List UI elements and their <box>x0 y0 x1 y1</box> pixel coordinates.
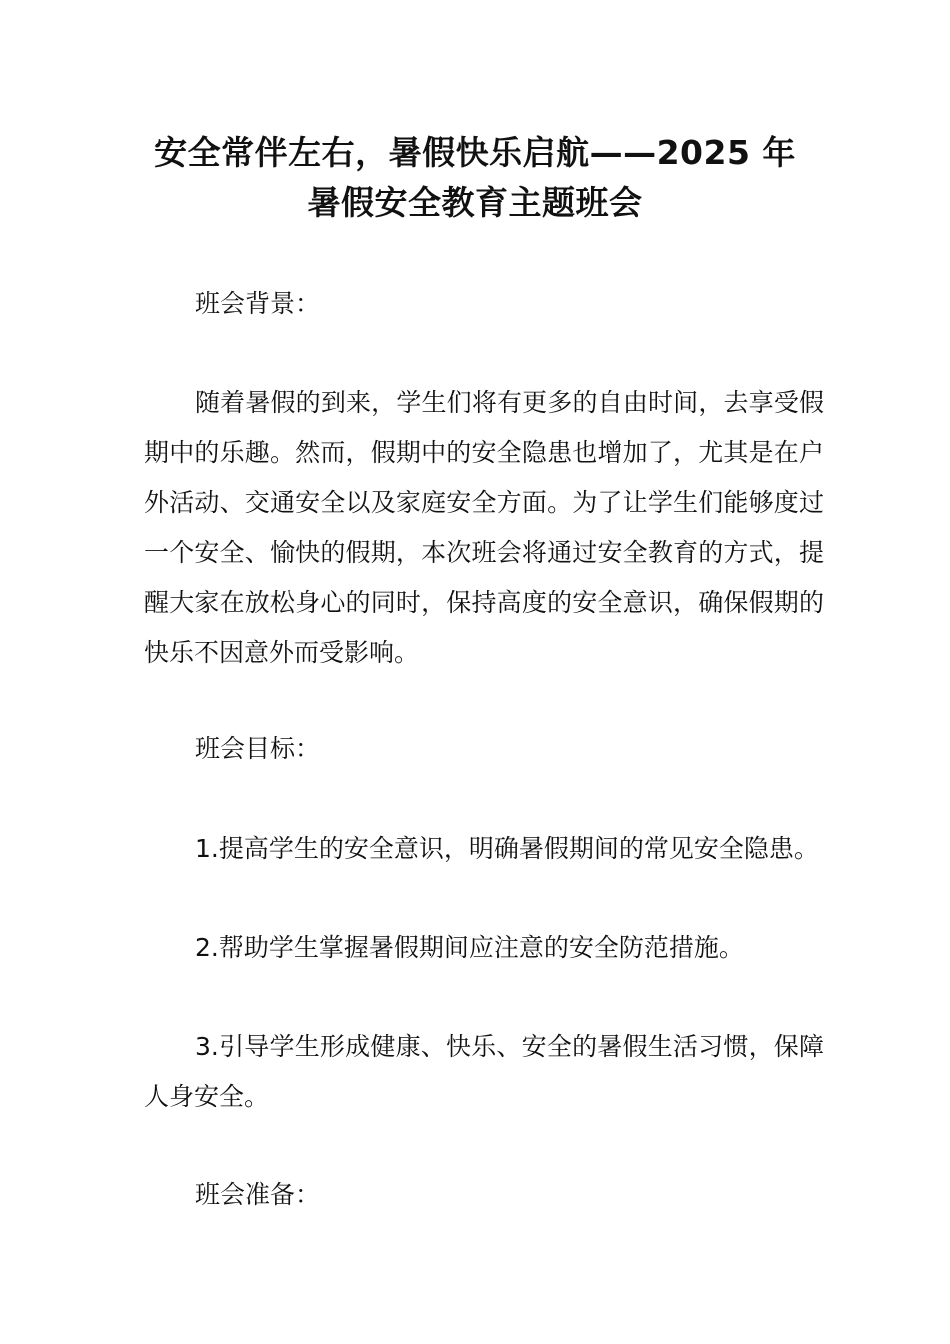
goal-item-1: 1.提高学生的安全意识，明确暑假期间的常见安全隐患。 <box>195 834 819 863</box>
preparation-heading: 班会准备： <box>195 1180 321 1209</box>
document-title <box>100 128 850 228</box>
background-heading: 班会背景： <box>195 289 321 318</box>
title-line-2: 暑假安全教育主题班会 <box>307 183 643 222</box>
background-paragraph: 随着暑假的到来，学生们将有更多的自由时间，去享受假期中的乐趣。然而，假期中的安全隐患也增加了，尤其是在户外活动、交通安全以及家庭安全方面。为了让学生们能够度过一个安全、愉快的假期，本次班会将通过安全教育的方式，提醒大家在放松身心的同时，保持高度的安全意识，确保假期的快乐不因意外而受影响。 <box>144 388 824 667</box>
goal-item-2: 2.帮助学生掌握暑假期间应注意的安全防范措施。 <box>195 933 744 962</box>
goal-item-3: 3.引导学生形成健康、快乐、安全的暑假生活习惯，保障人身安全。 <box>144 1032 824 1111</box>
title-line-1: 安全常伴左右，暑假快乐启航——2025 年 <box>154 133 796 172</box>
goals-heading: 班会目标： <box>195 734 321 763</box>
